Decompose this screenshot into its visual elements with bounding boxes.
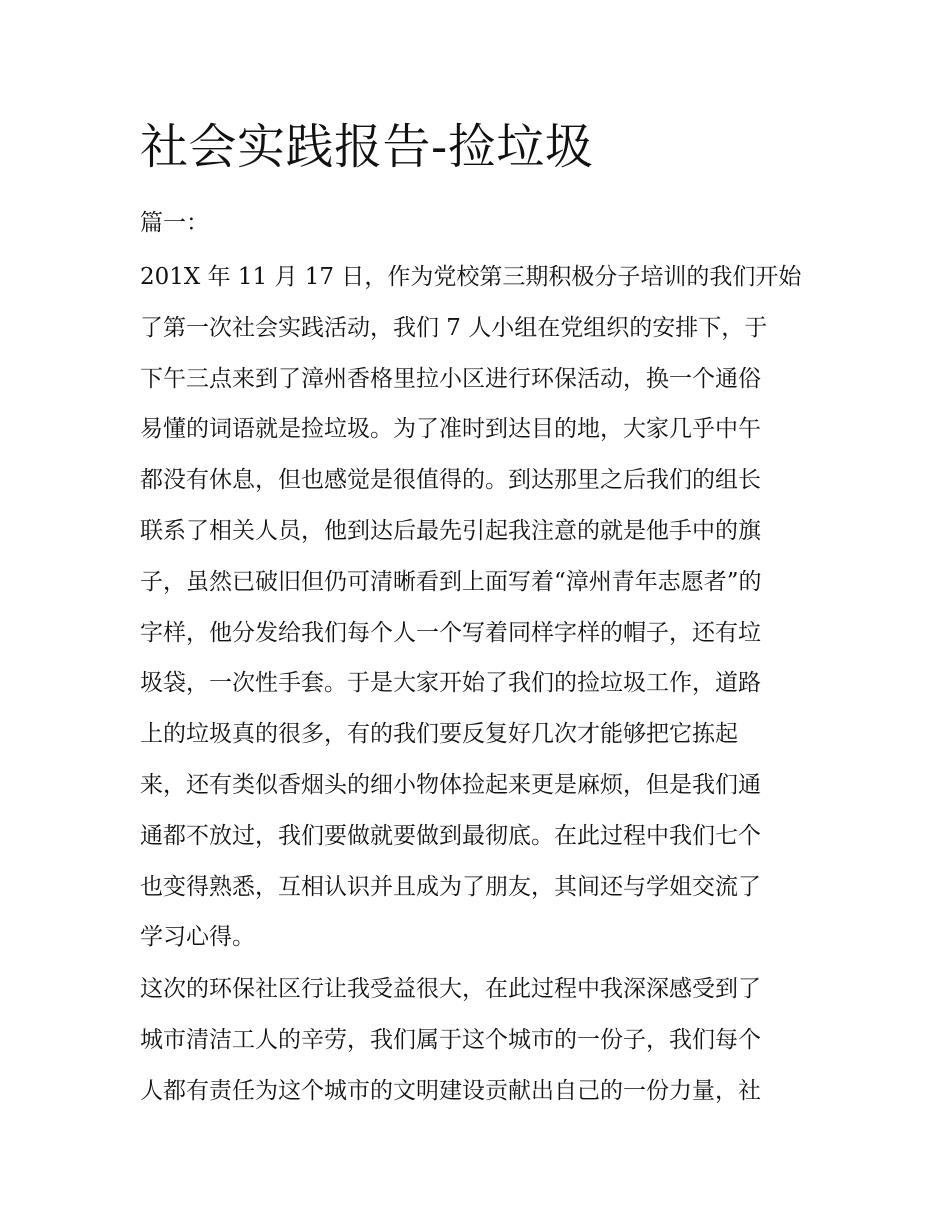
paragraph-line: 这次的环保社区行让我受益很大，在此过程中我深深感受到了 [140, 976, 761, 1003]
paragraph-line: 也变得熟悉，互相认识并且成为了朋友，其间还与学姐交流了 [140, 873, 761, 900]
paragraph-line: 上的垃圾真的很多，有的我们要反复好几次才能够把它拣起 [140, 721, 738, 748]
paragraph-line: 201X 年 11 月 17 日，作为党校第三期积极分子培训的我们开始 [140, 264, 802, 290]
paragraph-line: 下午三点来到了漳州香格里拉小区进行环保活动，换一个通俗 [140, 365, 761, 392]
paragraph-line: 联系了相关人员，他到达后最先引起我注意的就是他手中的旗 [140, 517, 761, 544]
paragraph-line: 圾袋，一次性手套。于是大家开始了我们的捡垃圾工作，道路 [140, 670, 761, 697]
paragraph-line: 通都不放过，我们要做就要做到最彻底。在此过程中我们七个 [140, 822, 761, 849]
document-body [140, 112, 816, 1117]
paragraph-line: 人都有责任为这个城市的文明建设贡献出自己的一份力量，社 [140, 1077, 761, 1104]
paragraph-line: 学习心得。 [140, 924, 255, 951]
paragraph-line: 易懂的词语就是捡垃圾。为了准时到达目的地，大家几乎中午 [140, 416, 761, 443]
paragraph-1 [140, 252, 816, 963]
paragraph-line: 都没有休息，但也感觉是很值得的。到达那里之后我们的组长 [140, 467, 761, 494]
paragraph-line: 城市清洁工人的辛劳，我们属于这个城市的一份子，我们每个 [140, 1026, 761, 1053]
paragraph-line: 字样，他分发给我们每个人一个写着同样字样的帽子，还有垃 [140, 619, 761, 646]
paragraph-line: 子，虽然已破旧但仍可清晰看到上面写着“漳州青年志愿者”的 [140, 568, 762, 595]
section-label: 篇一： [140, 210, 209, 236]
document-title: 社会实践报告-捡垃圾 [140, 119, 594, 175]
paragraph-line: 了第一次社会实践活动，我们 7 人小组在党组织的安排下，于 [140, 314, 768, 341]
paragraph-2 [140, 964, 816, 1116]
paragraph-line: 来，还有类似香烟头的细小物体捡起来更是麻烦，但是我们通 [140, 771, 761, 798]
